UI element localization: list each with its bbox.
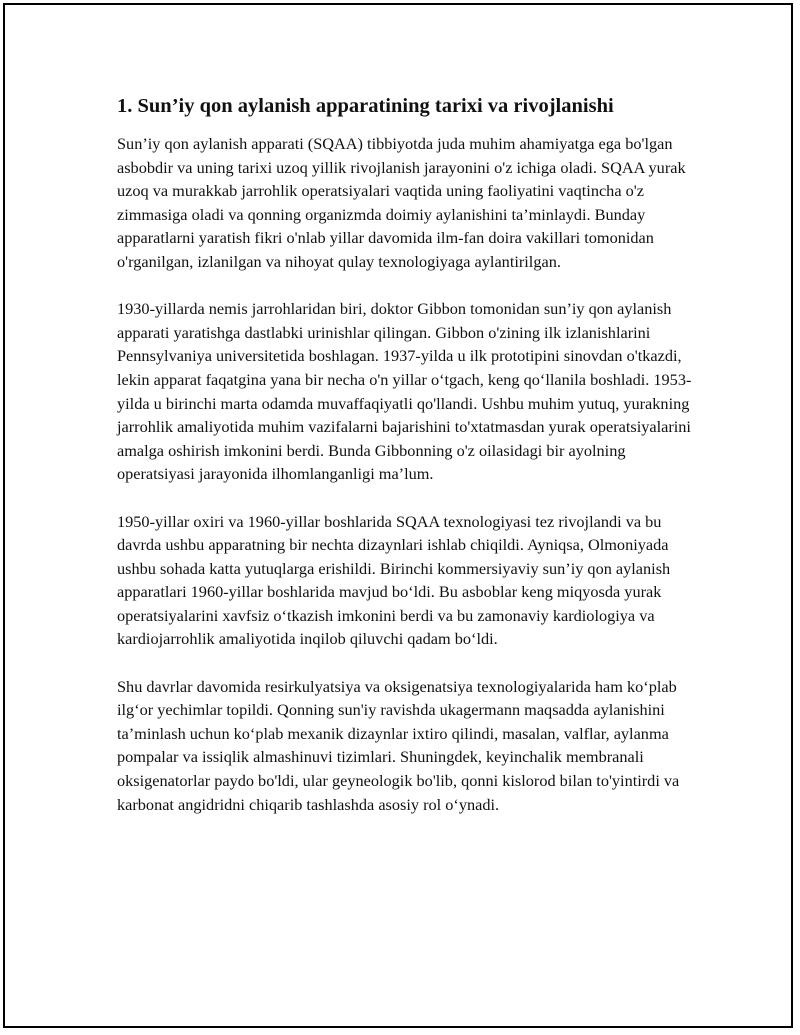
paragraph-2: 1930-yillarda nemis jarrohlaridan biri, doktor Gibbon tomonidan sun’iy qon aylanish apparati yaratishga dastlabki urinishlar qilingan. Gibbon o'zining ilk izlanishlarini Pennsylvaniya universitetida boshlagan. 1937-yilda u ilk prototipini sinovdan o'tkazdi, lekin apparat faqatgina yana bir necha o'n yillar o‘tgach, keng qo‘llanila boshladi. 1953-yilda u birinchi marta odamda muvaffaqiyatli qo'llandi. Ushbu muhim yutuq, yurakning jarrohlik amaliyotida muhim vazifalarni bajarishini to'xtatmasdan yurak operatsiyalarini amalga oshirish imkonini berdi. Bunda Gibbonning o'z oilasidagi bir ayolning operatsiyasi jarayonida ilhomlanganligi ma’lum. [117,299,692,484]
section-heading: 1. Sun’iy qon aylanish apparatining tarixi va rivojlanishi [117,95,614,117]
paragraph-3: 1950-yillar oxiri va 1960-yillar boshlarida SQAA texnologiyasi tez rivojlandi va bu davrda ushbu apparatning bir nechta dizaynlari ishlab chiqildi. Ayniqsa, Olmoniyada ushbu sohada katta yutuqlarga erishildi. Birinchi kommersiyaviy sun’iy qon aylanish apparatlari 1960-yillar boshlarida mavjud bo‘ldi. Bu asboblar keng miqyosda yurak operatsiyalarini xavfsiz o‘tkazish imkonini berdi va bu zamonaviy kardiologiya va kardiojarrohlik amaliyotida inqilob qiluvchi qadam bo‘ldi. [117,511,671,649]
paragraph-4: Shu davrlar davomida resirkulyatsiya va oksigenatsiya texnologiyalarida ham ko‘plab ilg‘or yechimlar topildi. Qonning sun'iy ravishda ukagermann maqsadda aylanishini ta’minlash uchun ko‘plab mexanik dizaynlar ixtiro qilindi, masalan, valflar, aylanma pompalar va issiqlik almashinuvi tizimlari. Shuningdek, keyinchalik membranali oksigenatorlar paydo bo'ldi, ular geyneologik bo'lib, qonni kislorod bilan to'yintirdi va karbonat angidridni chiqarib tashlashda asosiy rol o‘ynadi. [117,676,680,814]
document-body [117,92,692,816]
paragraph-1: Sun’iy qon aylanish apparati (SQAA) tibbiyotda juda muhim ahamiyatga ega bo'lgan asbobdir va uning tarixi uzoq yillik rivojlanish jarayonini o'z ichiga oladi. SQAA yurak uzoq va murakkab jarrohlik operatsiyalari vaqtida uning faoliyatini vaqtincha o'z zimmasiga oladi va qonning organizmda doimiy aylanishini ta’minlaydi. Bunday apparatlarni yaratish fikri o'nlab yillar davomida ilm-fan doira vakillari tomonidan o'rganilgan, izlanilgan va nihoyat qulay texnologiyaga aylantirilgan. [117,134,686,271]
